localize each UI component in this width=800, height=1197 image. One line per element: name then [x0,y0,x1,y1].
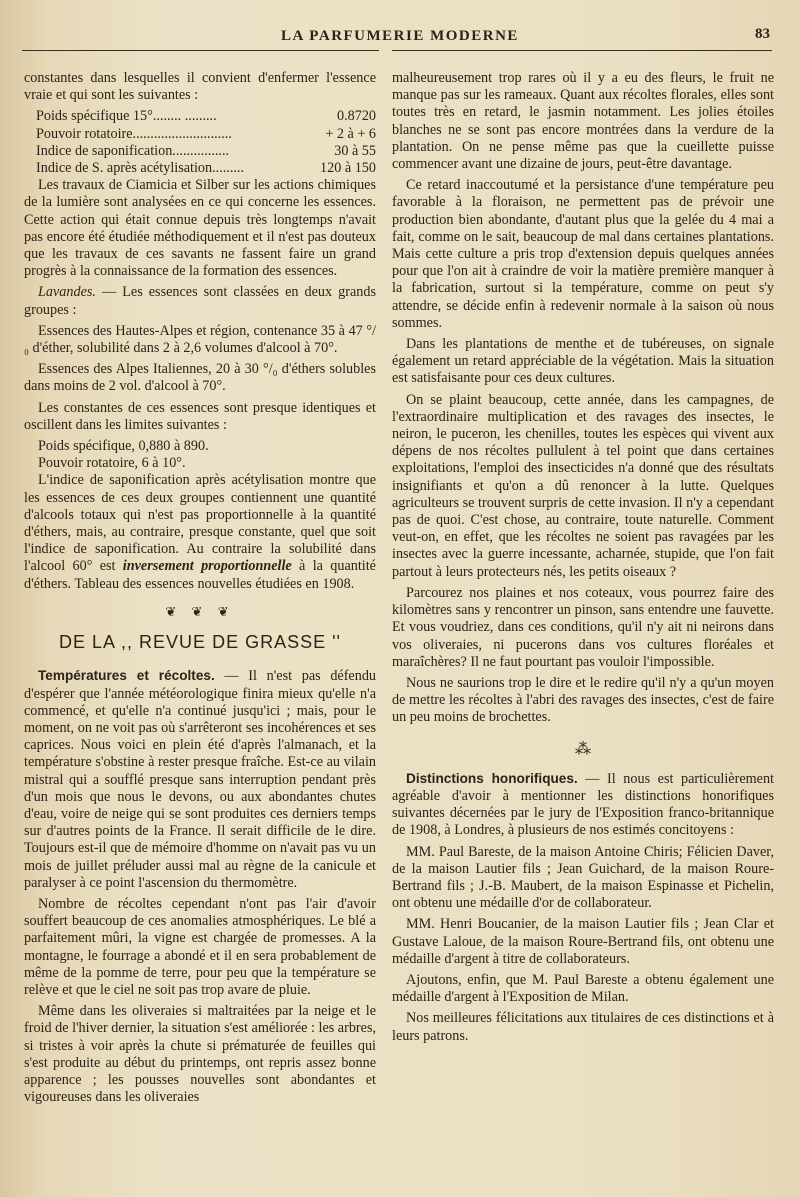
lavandes-paragraph [24,284,376,318]
lavandes-text: — Les essences sont classées en deux grands groupes : [24,284,376,318]
paragraph-text: à la quantité d'éthers. Tableau des essences nouvelles étudiées en 1908. [24,558,376,592]
paragraph: MM. Henri Boucanier, de la maison Lautier fils ; Jean Clar et Gustave Laloue, de la maison Roure-Bertrand fils, ont obtenu une médaille d'argent à titre de collaborateurs. [392,916,774,967]
constant-label: Indice de saponification................ [36,142,230,159]
paragraph: Ce retard inaccoutumé et la persistance d'une température peu favorable à la floraison, ne permettent pas de prévoir une production bien abondante, d'autant plus que la gelée du 4 mai a fait, comme on le sait, beaucoup de mal dans certaines plantations. Mais cette culture a pris trop d'extension depuis quelques années pour que l'on ait à craindre de voir la matière première manquer à la fabrication, surtout si la température, comme on peut s'y attendre, se décide enfin à redevenir normale à la saison où nous sommes. [392,177,774,331]
paragraph: MM. Paul Bareste, de la maison Antoine Chiris; Félicien Daver, de la maison Lautier fils ; Jean Guichard, de la maison Roure-Bertrand fils ; J.-B. Maubert, de la maison Espinasse et Pichelin, ont obtenu une médaille d'or de collaborateur. [392,843,774,912]
paragraph: malheureusement trop rares où il y a eu des fleurs, le fruit ne manque pas sur les rameaux. Quant aux récoltes florales, elles sont toutes très en retard, le jasmin notamment. Les jolies étoiles blanches ne se sont pas encore montrées dans la verdure de la plantation. On ne pense même pas que la cueillette puisse commencer avant une dizaine de jours, peut-être davantage. [392,70,774,173]
paragraph: Nombre de récoltes cependant n'ont pas l'air d'avoir souffert beaucoup de ces anomalies atmosphériques. Le blé a parfaitement mûri, la vigne est chargée de promesses. A la montagne, le fourrage a abondé et il en sera probablement de même de la pomme de terre, pour peu que la température se relève et que le ciel ne soit pas trop avare de pluie. [24,895,376,998]
constant-label: Pouvoir rotatoire............................ [36,125,232,142]
temperatures-paragraph [24,667,376,892]
lavandes-label: Lavandes. [38,284,96,301]
paragraph-text: L'indice de saponification après acétylisation montre que les essences de ces deux groupes contiennent une quantité d'alcools totaux qui n'est pas proportionnelle à la quantité d'éthers, mais, au contraire, presque constante, quel que soit l'indice de saponification. Au contraire la solubilité dans l'alcool 60° est [24,472,376,575]
runin-heading: Distinctions honorifiques. [406,770,578,786]
paragraph: Essences des Hautes-Alpes et région, contenance 35 à 47 °/₀ d'éther, solubilité dans 2 à 2,6 volumes d'alcool à 70°. [24,322,376,357]
paragraph-text: — Il nous est particulièrement agréable d'avoir à mentionner les distinctions honorifiques suivantes décernées par le jury de l'Exposition franco-britannique de 1908, à Londres, à plusieurs de nos estimés concitoyens : [392,770,774,839]
intro-paragraph: constantes dans lesquelles il convient d'enfermer l'essence vraie et qui sont les suivantes : [24,70,376,104]
section-title: DE LA ,, REVUE DE GRASSE '' [59,632,341,653]
constant-value: 30 à 55 [334,142,376,159]
page-header [20,28,780,48]
paragraph: Les constantes de ces essences sont presque identiques et oscillent dans les limites suivantes : [24,399,376,433]
constant-item [24,126,376,143]
constant-value: + 2 à + 6 [325,125,376,142]
emphasis-text: inversement proportionnelle [122,558,292,575]
distinctions-paragraph [392,770,774,840]
running-title: LA PARFUMERIE MODERNE [281,28,519,44]
fleuron-ornament: ❦ ❦ ❦ [165,603,235,619]
paragraph: Dans les plantations de menthe et de tubéreuses, on signale également un retard appréciable de la végétation. Mais la situation est satisfaisante pour ces deux cultures. [392,336,774,387]
paragraph: Parcourez nos plaines et nos coteaux, vous pourrez faire des kilomètres sans y rencontrer un pinson, sans entendre une fauvette. Et vous voudriez, dans ces conditions, qu'il n'y ait ni neirons dans vos oliveraies, ni pucerons dans vos cultures floréales et maraîchères? Il ne faut pourtant pas vouloir l'impossible. [392,584,774,670]
paragraph: Même dans les oliveraies si maltraitées par la neige et le froid de l'hiver dernier, la situation s'est améliorée : les arbres, si tristes à voir après la chute si prématurée de feuilles qui s'est produite au début du printemps, ont repris assez bonne apparence ; les pousses nouvelles sont abondantes et vigoureuses dans les oliveraies [24,1003,377,1106]
header-rule-left [22,50,379,51]
saponification-paragraph [24,472,376,592]
constant-label: Indice de S. après acétylisation......... [36,160,245,177]
paragraph: Ajoutons, enfin, que M. Paul Bareste a obtenu également une médaille d'argent à l'Exposition de Milan. [392,971,774,1006]
limit-item: Poids spécifique, 0,880 à 890. [38,438,209,455]
page-number: 83 [755,26,770,42]
paragraph: On se plaint beaucoup, cette année, dans les campagnes, de l'extraordinaire multiplication et des ravages des insectes, le neiron, le puceron, les chenilles, toutes les espèces qui vivent aux dépens de nos récoltes pullulent à tel point que dans certaines exploitations, l'emploi des insecticides n'a donné que des résultats insignifiants et qu'on a dû renoncer à la lutte. Quelques agriculteurs se trouvent surpris de cette invasion. Il n'y a cependant pas de quoi. C'est chose, au contraire, toute naturelle. Comment veut-on, en effet, que les récoltes ne soient pas ravagées par les insectes avec la guerre incessante, acharnée, stupide, que l'on fait partout à leurs protecteurs nés, les petits oiseaux ? [392,391,774,580]
asterism-ornament: ⁂ [575,740,591,758]
paragraph-text: — Il n'est pas défendu d'espérer que l'année météorologique finira mieux qu'elle n'a commencé, et qu'elle n'a continué jusqu'ici ; mais, pour le moment, on ne voit pas où s'arrêteront ses incohérences et ses caprices. Nous voici en plein été d'après l'almanach, et la température s'obstine à rester presque fraîche. Est-ce au vilain mistral qui a soufflé presque sans interruption pendant près d'un mois que nous le devons, ou aux abondantes chutes d'eau, voire de neige qui se sont produites ces derniers temps sur d'autres points de la France. Il serait difficile de le dire. Toujours est-il que de mémoire d'homme on n'avait pas vu un mois de juillet préluder aussi mal au règne de la canicule et paralyser à ce point l'ascension du thermomètre. [24,668,377,891]
constant-item [24,160,376,177]
constant-value: 120 à 150 [320,160,376,177]
right-column [392,70,774,1049]
constant-item [24,108,376,125]
limit-item: Pouvoir rotatoire, 6 à 10°. [38,455,186,472]
constant-item [24,143,376,160]
left-column [24,70,376,1110]
paragraph: Les travaux de Ciamicia et Silber sur les actions chimiques de la lumière sont analysées en ce qui concerne les essences. Cette action qui était connue depuis très longtemps n'avait pas encore été étudiée méthodiquement et il n'est pas douteux que les travaux de ces savants ne fassent faire un grand progrès à la connaissance de la formation des essences. [24,177,376,280]
paragraph: Nous ne saurions trop le dire et le redire qu'il n'y a qu'un moyen de mettre les récoltes à l'abri des ravages des insectes, c'est de faire un peu moins de brochettes. [392,674,774,726]
runin-heading: Températures et récoltes. [38,668,215,684]
paragraph: Nos meilleures félicitations aux titulaires de ces distinctions et à leurs patrons. [392,1010,774,1044]
constant-label: Poids spécifique 15°........ ......... [36,108,217,125]
constant-value: 0.8720 [336,108,376,125]
paragraph: Essences des Alpes Italiennes, 20 à 30 °/₀ d'éthers solubles dans moins de 2 vol. d'alcool à 70°. [24,361,376,395]
constants-list [24,108,376,177]
header-rule-right [392,50,772,51]
